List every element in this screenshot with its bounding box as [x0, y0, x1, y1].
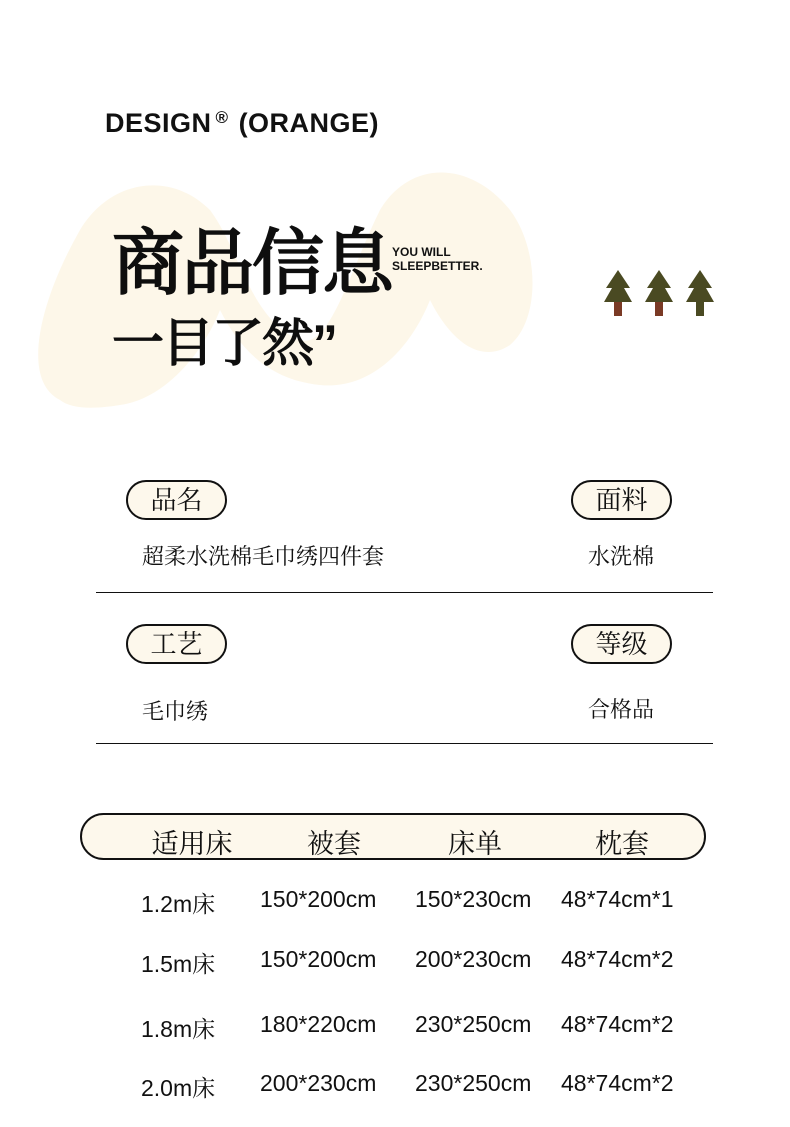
header-bed-sheet: 床单: [448, 829, 502, 859]
table-cell: 230*250cm: [415, 1070, 532, 1096]
table-cell: 230*250cm: [415, 1011, 532, 1037]
header-pillowcase: 枕套: [595, 829, 649, 859]
fabric-value: 水洗棉: [588, 544, 655, 569]
brand-suffix: (ORANGE): [238, 108, 380, 138]
grade-value: 合格品: [588, 697, 655, 722]
page-title: 商品信息: [112, 224, 393, 304]
brand-name: DESIGN: [105, 108, 212, 138]
tagline-line-2: SLEEPBETTER.: [392, 259, 483, 273]
table-cell: 48*74cm*2: [561, 946, 674, 972]
tree-icon: [686, 270, 714, 316]
table-cell: 200*230cm: [260, 1070, 377, 1096]
tree-icon: [645, 270, 673, 316]
name-value: 超柔水洗棉毛巾绣四件套: [142, 544, 385, 569]
tagline-line-1: YOU WILL: [392, 245, 451, 259]
table-cell: 1.8m床: [141, 1016, 216, 1042]
header-duvet-cover: 被套: [307, 829, 361, 859]
tagline: [392, 245, 483, 273]
table-cell: 1.5m床: [141, 951, 216, 977]
page-subtitle: 一目了然”: [112, 315, 337, 373]
table-cell: 48*74cm*1: [561, 886, 674, 912]
tree-icon: [604, 270, 632, 316]
craft-value: 毛巾绣: [142, 699, 209, 724]
craft-label-pill: 工艺: [126, 624, 227, 664]
size-table-header: [80, 813, 706, 860]
table-cell: 2.0m床: [141, 1075, 216, 1101]
divider: [96, 743, 713, 744]
table-cell: 150*230cm: [415, 886, 532, 912]
divider: [96, 592, 713, 593]
table-cell: 180*220cm: [260, 1011, 377, 1037]
grade-label-pill: 等级: [571, 624, 672, 664]
name-label-pill: 品名: [126, 480, 227, 520]
fabric-label-pill: 面料: [571, 480, 672, 520]
trees-decoration: [602, 268, 718, 318]
header-bed-size: 适用床: [151, 829, 233, 859]
table-cell: 48*74cm*2: [561, 1070, 674, 1096]
table-cell: 200*230cm: [415, 946, 532, 972]
table-cell: 150*200cm: [260, 886, 377, 912]
brand-line: [105, 108, 379, 139]
table-cell: 48*74cm*2: [561, 1011, 674, 1037]
table-cell: 150*200cm: [260, 946, 377, 972]
registered-mark: ®: [215, 108, 229, 127]
table-cell: 1.2m床: [141, 891, 216, 917]
